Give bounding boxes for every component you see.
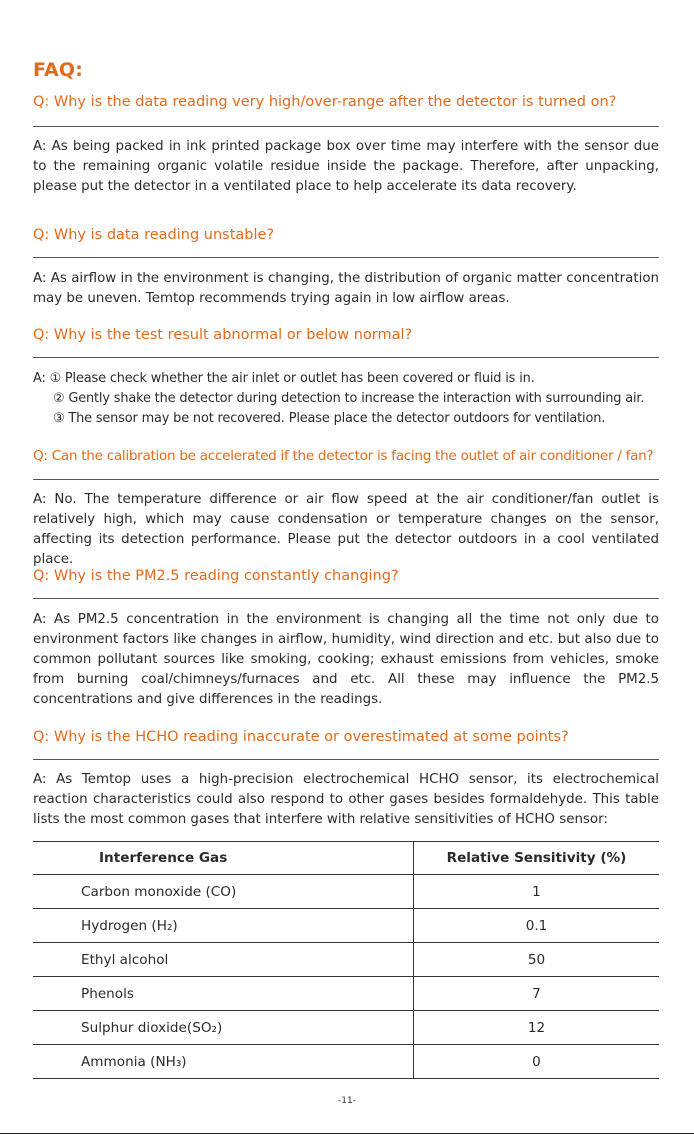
page-number: -11- bbox=[338, 1096, 356, 1106]
table-row bbox=[33, 1011, 659, 1045]
answer-line: A: ① Please check whether the air inlet or outlet has been covered or fluid is in. bbox=[33, 371, 535, 386]
divider bbox=[33, 759, 659, 760]
faq-answer-1: A: As being packed in ink printed package box over time may interfere with the sensor due to the remaining organic volatile residue inside the package. Therefore, after unpacking, please put the detector in a ventilated place to help accelerate its data recovery. bbox=[33, 139, 659, 194]
faq-answer-2: A: As airflow in the environment is changing, the distribution of organic matter concentration may be uneven. Temtop recommends trying again in low airflow areas. bbox=[33, 271, 659, 306]
sensitivity-cell: 1 bbox=[414, 875, 660, 909]
faq-answer-6: A: As Temtop uses a high-precision electrochemical HCHO sensor, its electrochemical reaction characteristics could also respond to other gases besides formaldehyde. This table lists the most common gases that interfere with relative sensitivities of HCHO sensor: bbox=[33, 772, 659, 827]
divider bbox=[33, 257, 659, 258]
footer-divider bbox=[0, 1133, 694, 1134]
faq-question-2: Q: Why is data reading unstable? bbox=[33, 227, 275, 243]
sensitivity-cell: 0.1 bbox=[414, 909, 660, 943]
table-row bbox=[33, 909, 659, 943]
table-row bbox=[33, 943, 659, 977]
gas-cell: Hydrogen (H₂) bbox=[33, 909, 414, 943]
divider bbox=[33, 598, 659, 599]
answer-line: ③ The sensor may be not recovered. Please place the detector outdoors for ventilation. bbox=[53, 411, 606, 426]
divider bbox=[33, 357, 659, 358]
faq-answer-5: A: As PM2.5 concentration in the environment is changing all the time not only due to environment factors like changes in airflow, humidity, wind direction and etc. but also due to common pollutant sources like smoking, cooking; exhaust emissions from vehicles, smoke from burning coal/chimneys/furnaces and etc. All these may influence the PM2.5 concentrations and give differences in the readings. bbox=[33, 612, 659, 707]
faq-question-5: Q: Why is the PM2.5 reading constantly changing? bbox=[33, 568, 399, 584]
gas-cell: Sulphur dioxide(SO₂) bbox=[33, 1011, 414, 1045]
faq-heading: FAQ: bbox=[33, 59, 84, 81]
gas-cell: Ammonia (NH₃) bbox=[33, 1045, 414, 1079]
faq-answer-3 bbox=[33, 369, 659, 429]
gas-cell: Carbon monoxide (CO) bbox=[33, 875, 414, 909]
sensitivity-cell: 50 bbox=[414, 943, 660, 977]
column-header-gas: Interference Gas bbox=[33, 842, 414, 875]
faq-question-6: Q: Why is the HCHO reading inaccurate or overestimated at some points? bbox=[33, 729, 569, 745]
divider bbox=[33, 126, 659, 127]
sensitivity-cell: 0 bbox=[414, 1045, 660, 1079]
faq-answer-4: A: No. The temperature difference or air flow speed at the air conditioner/fan outlet is relatively high, which may cause condensation or temperature changes on the sensor, affecting its detection performance. Please put the detector outdoors in a cool ventilated place. bbox=[33, 492, 659, 567]
divider bbox=[33, 479, 659, 480]
faq-question-3: Q: Why is the test result abnormal or below normal? bbox=[33, 327, 413, 343]
sensitivity-cell: 12 bbox=[414, 1011, 660, 1045]
gas-cell: Phenols bbox=[33, 977, 414, 1011]
sensitivity-cell: 7 bbox=[414, 977, 660, 1011]
table-row bbox=[33, 875, 659, 909]
interference-gas-table bbox=[33, 841, 659, 1079]
gas-cell: Ethyl alcohol bbox=[33, 943, 414, 977]
table-row bbox=[33, 1045, 659, 1079]
table-row bbox=[33, 977, 659, 1011]
column-header-sensitivity: Relative Sensitivity (%) bbox=[414, 842, 660, 875]
faq-question-4: Q: Can the calibration be accelerated if the detector is facing the outlet of air conditioner / fan? bbox=[33, 448, 654, 464]
answer-line: ② Gently shake the detector during detection to increase the interaction with surrounding air. bbox=[53, 391, 645, 406]
faq-question-1: Q: Why is the data reading very high/over-range after the detector is turned on? bbox=[33, 94, 617, 110]
table-header-row bbox=[33, 842, 659, 875]
